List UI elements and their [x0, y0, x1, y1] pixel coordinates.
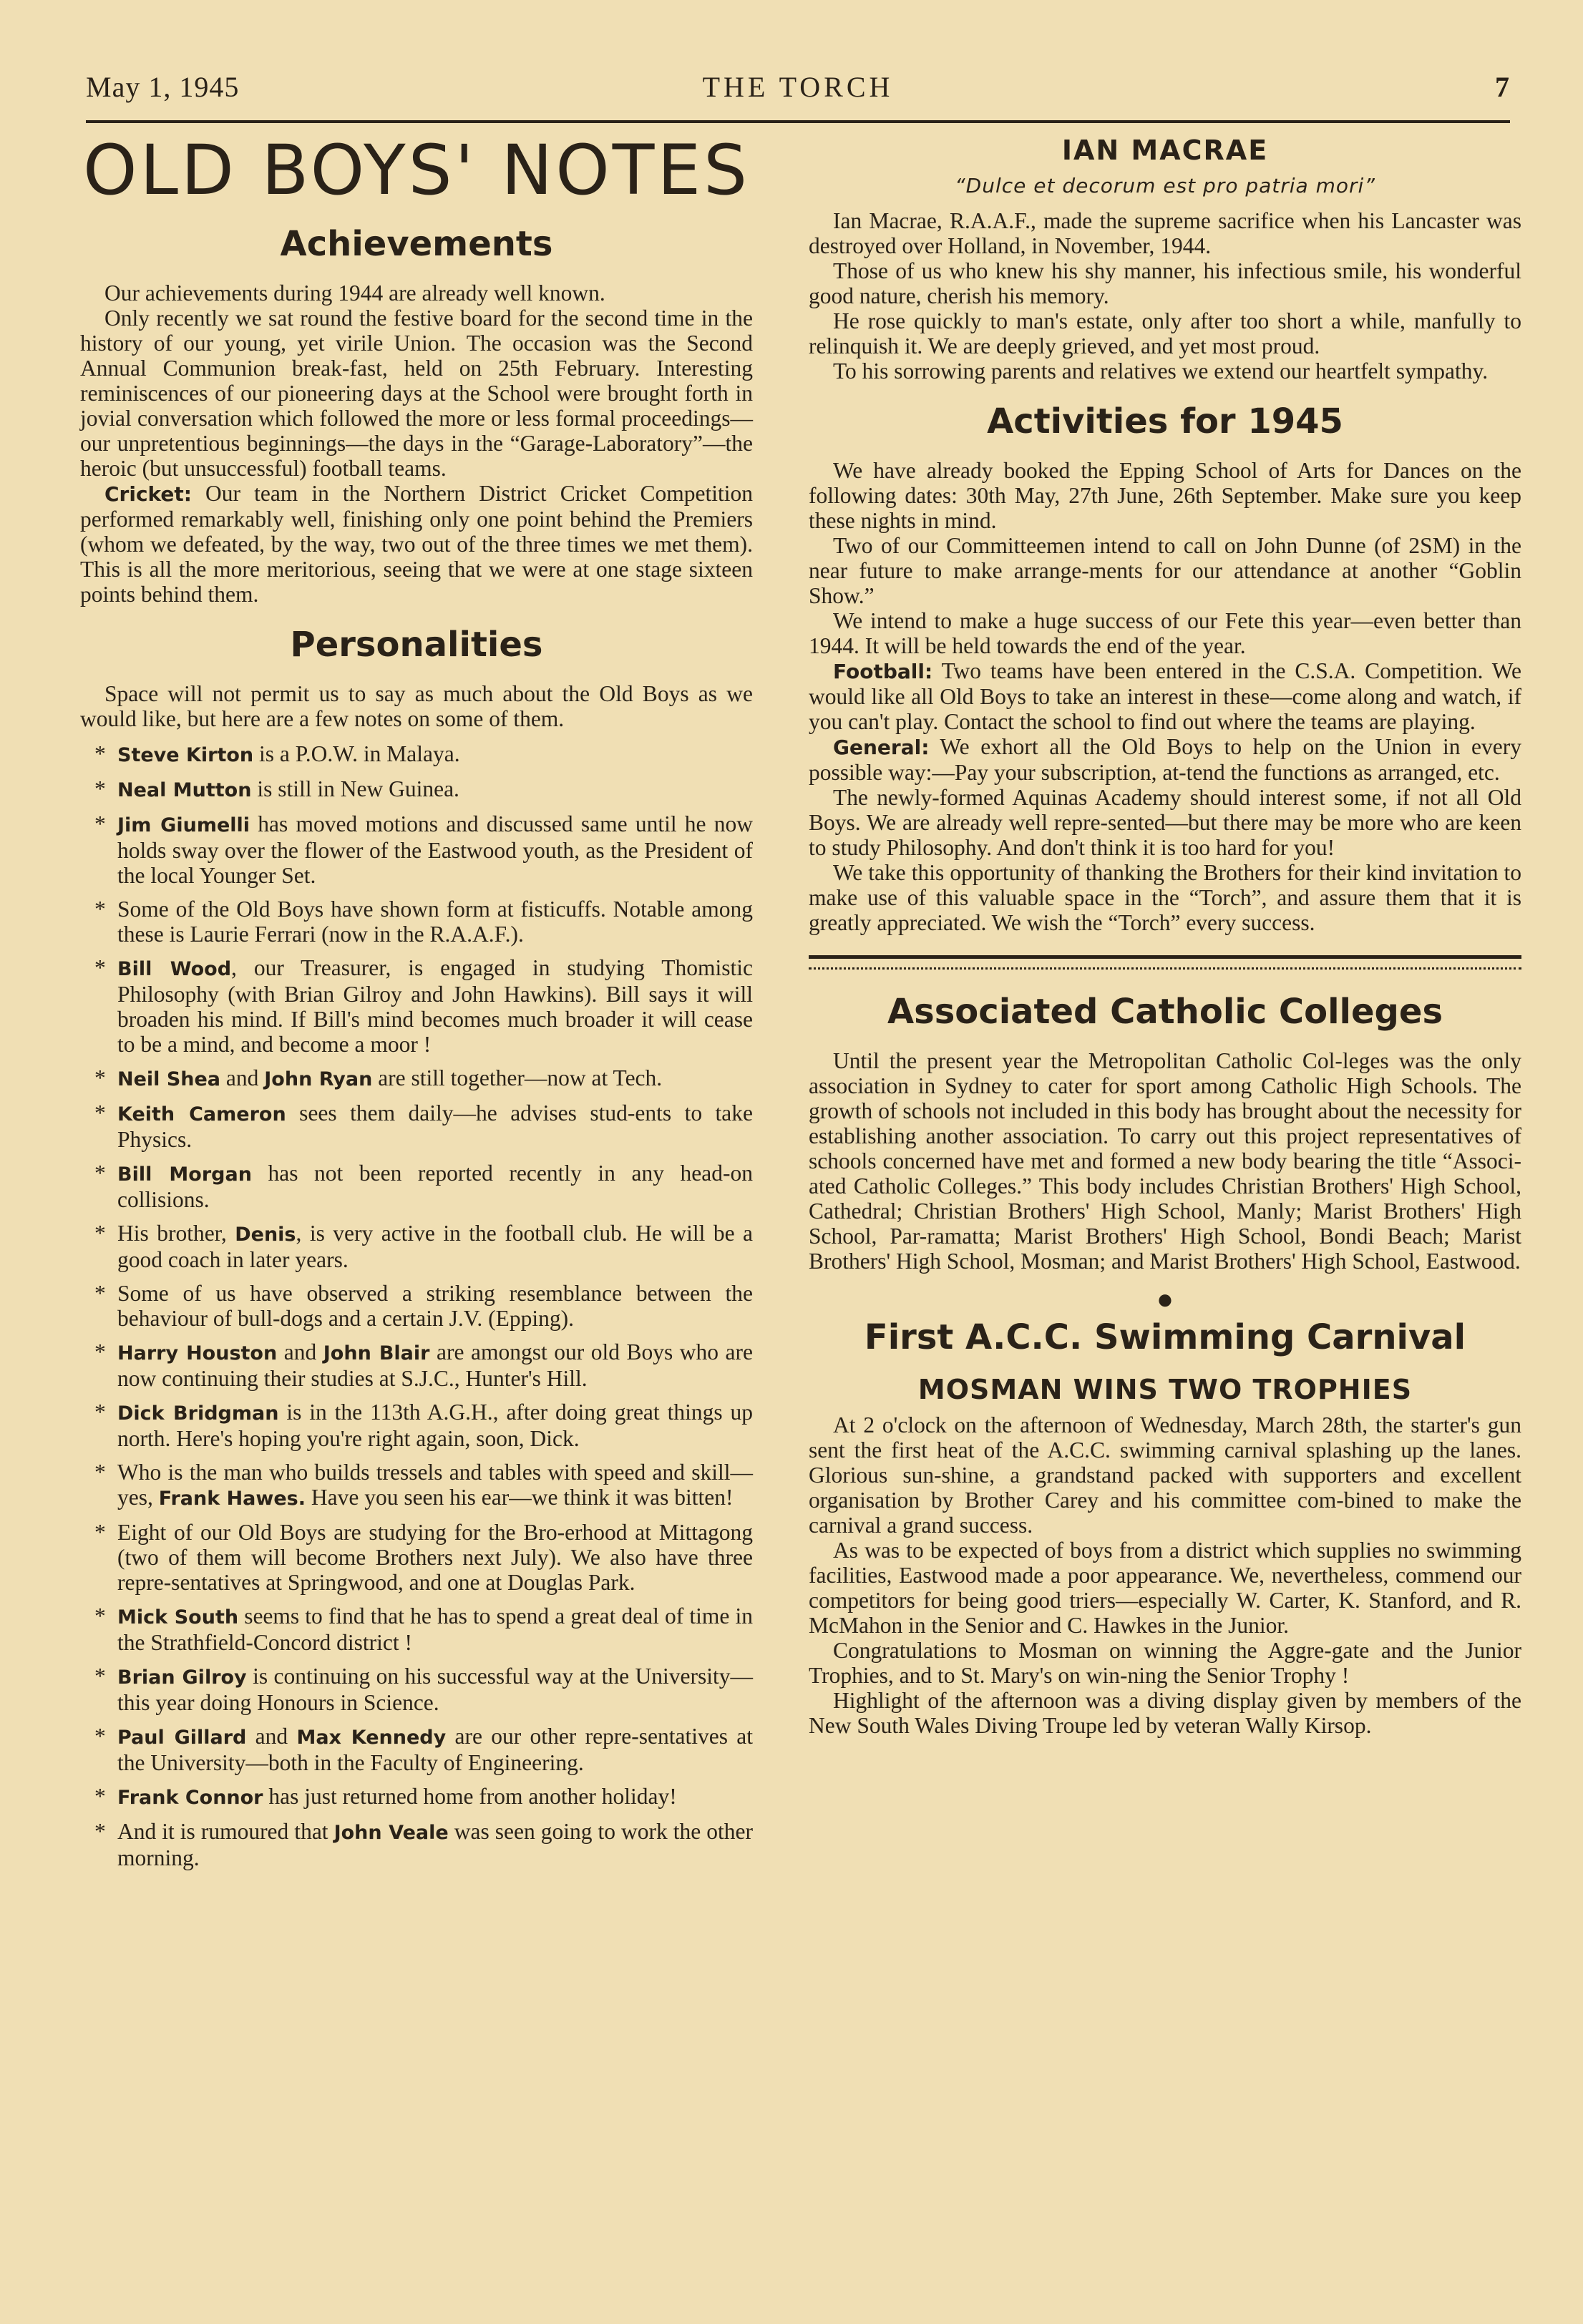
- note-text: and: [220, 1065, 265, 1090]
- page-number: 7: [1495, 71, 1510, 103]
- note-text: is continuing on his successful way at the University—this year doing Honours in Science.: [117, 1664, 753, 1715]
- list-item: [80, 1339, 753, 1391]
- run-in-heading: Cricket:: [104, 482, 192, 506]
- note-text: Some of us have observed a striking resemblance between the behaviour of bull-dogs and a certain J.V. (Epping).: [117, 1281, 753, 1331]
- list-item: [80, 955, 753, 1057]
- paragraph: Highlight of the afternoon was a diving display given by members of the New South Wales Diving Troupe led by veteran Wally Kirsop.: [809, 1688, 1521, 1738]
- note-text: has not been reported recently in any head-on collisions.: [117, 1161, 753, 1212]
- paragraph-text: Our team in the Northern District Cricket Competition performed remarkably well, finishing only one point behind the Premiers (whom we defeated, by the way, two out of the three times we met them). This is all the more meritorious, seeing that we were at one stage sixteen points behind them.: [80, 481, 753, 607]
- paragraph: To his sorrowing parents and relatives we extend our heartfelt sympathy.: [833, 358, 1489, 384]
- paragraph: He rose quickly to man's estate, only after too short a while, manfully to relinquish it. We are deeply grieved, and yet most proud.: [809, 308, 1521, 358]
- list-item: [80, 1400, 753, 1451]
- note-text: Some of the Old Boys have shown form at fisticuffs. Notable among these is Laurie Ferrari (now in the R.A.A.F.).: [117, 897, 753, 947]
- paragraph: As was to be expected of boys from a district which supplies no swimming facilities, Eastwood made a poor appearance. We, nevertheless, commend our competitors for being good triers—especially W. Carter, K. Stanford, and R. McMahon in the Senior and C. Hawkes in the Junior.: [809, 1538, 1521, 1638]
- paragraph-text: Two teams have been entered in the C.S.A. Competition. We would like all Old Boys to take an interest in these—come along and watch, if you can't play. Contact the school to find out where the teams are playing.: [809, 658, 1521, 734]
- football-paragraph: [809, 658, 1521, 734]
- note-text: are our other repre-sentatives at the University—both in the Faculty of Engineering.: [117, 1724, 754, 1775]
- note-text: , our Treasurer, is engaged in studying Thomistic Philosophy (with Brian Gilroy and John Hawkins). Bill says it will broaden his mind. If Bill's mind becomes much broader it will cease to be a mind, and become a moor !: [117, 955, 753, 1057]
- publication-title: THE TORCH: [702, 71, 894, 103]
- paragraph: Our achievements during 1944 are already well known.: [104, 280, 605, 306]
- ornamental-divider: [809, 955, 1521, 970]
- person-name: Max Kennedy: [296, 1727, 447, 1749]
- note-text: seems to find that he has to spend a great deal of time in the Strathfield-Concord district !: [117, 1603, 753, 1655]
- run-in-heading: Football:: [833, 660, 933, 683]
- paragraph: Until the present year the Metropolitan Catholic Col-leges was the only association in Sydney to cater for sport among Catholic High Schools. The growth of schools not included in this body has brought about the necessity for establishing another association. To carry out this project representatives of schools concerned have met and formed a new body bearing the title “Associ-ated Catholic Colleges.” This body includes Christian Brothers' High School, Cathedral; Christian Brothers' High School, Manly; Marist Brothers' High School, Par-ramatta; Marist Brothers' High School, Bondi Beach; Marist Brothers' High School, Mosman; and Marist Brothers' High School, Eastwood.: [809, 1048, 1521, 1274]
- right-column: [809, 135, 1521, 1738]
- person-name: Neal Mutton: [117, 779, 252, 801]
- swimming-subheading: MOSMAN WINS TWO TROPHIES: [917, 1374, 1413, 1405]
- activities-heading: Activities for 1945: [987, 401, 1343, 441]
- cricket-paragraph: [80, 481, 753, 607]
- issue-date: May 1, 1945: [86, 71, 240, 103]
- person-name: Neil Shea: [117, 1068, 221, 1090]
- list-item: [80, 1520, 753, 1595]
- person-name: Frank Connor: [117, 1787, 263, 1809]
- note-text: And it is rumoured that: [117, 1819, 334, 1844]
- person-name: Paul Gillard: [117, 1727, 247, 1749]
- paragraph: We take this opportunity of thanking the Brothers for their kind invitation to make use of this valuable space in the “Torch”, and assure them that it is greatly appreciated. We wish the “Torch” every success.: [809, 860, 1521, 935]
- paragraph: Congratulations to Mosman on winning the Aggre-gate and the Junior Trophies, and to St. Mary's on win-ning the Senior Trophy !: [809, 1638, 1521, 1688]
- list-item: [80, 1784, 753, 1810]
- note-text: Eight of our Old Boys are studying for the Bro-erhood at Mittagong (two of them will become Brothers next July). We also have three repre-sentatives at Springwood, and one at Douglas Park.: [117, 1520, 753, 1595]
- paragraph: Two of our Committeemen intend to call on John Dunne (of 2SM) in the near future to make arrange-ments for our attendance at another “Goblin Show.”: [809, 533, 1521, 608]
- note-text: , is very active in the football club. He will be a good coach in later years.: [117, 1221, 753, 1272]
- note-text: are still together—now at Tech.: [372, 1065, 663, 1090]
- list-item: [80, 1221, 753, 1272]
- general-paragraph: [809, 734, 1521, 785]
- person-name: Keith Cameron: [117, 1103, 286, 1126]
- note-text: are amongst our old Boys who are now continuing their studies at S.J.C., Hunter's Hill.: [117, 1339, 754, 1391]
- person-name: Bill Wood: [117, 958, 232, 980]
- latin-motto: “Dulce et decorum est pro patria mori”: [955, 174, 1375, 197]
- list-item: [80, 1100, 753, 1152]
- note-text: Who is the man who builds tressels and tables with speed and skill—yes,: [117, 1460, 753, 1510]
- paragraph: At 2 o'clock on the afternoon of Wednesday, March 28th, the starter's gun sent the first heat of the A.C.C. swimming carnival splashing up the lanes. Glorious sun-shine, a grandstand packed with supporters and excellent organisation by Brother Carey and his committee com-bined to make the carnival a grand success.: [809, 1412, 1521, 1538]
- person-name: Frank Hawes.: [158, 1488, 306, 1510]
- note-text: is in the 113th A.G.H., after doing great things up north. Here's hoping you're right again, soon, Dick.: [117, 1400, 753, 1451]
- person-name: Steve Kirton: [117, 744, 254, 766]
- person-name: Bill Morgan: [117, 1163, 252, 1186]
- person-name: Jim Giumelli: [117, 814, 250, 836]
- list-item: [80, 1065, 753, 1092]
- paragraph-text: We exhort all the Old Boys to help on the Union in every possible way:—Pay your subscription, at-tend the functions as arranged, etc.: [809, 734, 1521, 785]
- paragraph: Only recently we sat round the festive board for the second time in the history of our young, yet virile Union. The occasion was the Second Annual Communion break-fast, held on 25th February. Interesting reminiscences of our pioneering days at the School were brought forth in jovial conversation which followed the more or less formal proceedings—our unpretentious beginnings—the days in the “Garage-Laboratory”—the heroic (but unsuccessful) football teams.: [80, 306, 753, 481]
- personalities-list: [80, 741, 753, 1870]
- personalities-heading: Personalities: [290, 625, 543, 665]
- note-text: has moved motions and discussed same until he now holds sway over the flower of the Eastwood youth, as the President of the local Younger Set.: [117, 811, 754, 888]
- note-text: has just returned home from another holiday!: [263, 1784, 677, 1809]
- list-item: [80, 1819, 753, 1870]
- bullet-ornament: ●: [1156, 1283, 1174, 1315]
- paragraph: Those of us who knew his shy manner, his infectious smile, his wonderful good nature, cherish his memory.: [809, 258, 1521, 308]
- list-item: [80, 1603, 753, 1655]
- person-name: Mick South: [117, 1606, 239, 1629]
- note-text: is a P.O.W. in Malaya.: [253, 741, 460, 766]
- list-item: [80, 1724, 753, 1775]
- acc-heading: Associated Catholic Colleges: [887, 992, 1443, 1032]
- note-text: and: [246, 1724, 297, 1749]
- list-item: [80, 897, 753, 947]
- person-name: Dick Bridgman: [117, 1402, 279, 1425]
- paragraph: Space will not permit us to say as much about the Old Boys as we would like, but here are a few notes on some of them.: [80, 681, 753, 731]
- achievements-heading: Achievements: [280, 224, 553, 264]
- run-in-heading: General:: [833, 736, 930, 759]
- person-name: Harry Houston: [117, 1342, 278, 1364]
- note-text: His brother,: [117, 1221, 235, 1246]
- note-text: sees them daily—he advises stud-ents to take Physics.: [117, 1100, 753, 1152]
- paragraph: We have already booked the Epping School of Arts for Dances on the following dates: 30th May, 27th June, 26th September. Make sure you keep these nights in mind.: [809, 458, 1521, 533]
- paragraph: We intend to make a huge success of our Fete this year—even better than 1944. It will be held towards the end of the year.: [809, 608, 1521, 658]
- person-name: John Blair: [323, 1342, 430, 1364]
- section-title: OLD BOYS' NOTES: [82, 130, 751, 210]
- paragraph: The newly-formed Aquinas Academy should interest some, if not all Old Boys. We are already well repre-sented—but there may be more who are keen to study Philosophy. And don't think it is too hard for you!: [809, 785, 1521, 860]
- macrae-heading: IAN MACRAE: [1061, 135, 1269, 166]
- note-text: and: [277, 1339, 323, 1364]
- list-item: [80, 1281, 753, 1331]
- list-item: [80, 741, 753, 768]
- page-header: [86, 63, 1510, 123]
- list-item: [80, 811, 753, 888]
- list-item: [80, 1161, 753, 1212]
- note-text: Have you seen his ear—we think it was bitten!: [305, 1485, 734, 1510]
- note-text: is still in New Guinea.: [251, 776, 459, 801]
- person-name: John Ryan: [264, 1068, 373, 1090]
- list-item: [80, 776, 753, 803]
- person-name: Denis: [235, 1224, 296, 1246]
- paragraph: Ian Macrae, R.A.A.F., made the supreme sacrifice when his Lancaster was destroyed over Holland, in November, 1944.: [809, 208, 1521, 258]
- note-text: was seen going to work the other morning.: [117, 1819, 753, 1870]
- list-item: [80, 1664, 753, 1715]
- person-name: Brian Gilroy: [117, 1666, 247, 1689]
- list-item: [80, 1460, 753, 1511]
- swimming-heading: First A.C.C. Swimming Carnival: [864, 1317, 1466, 1357]
- left-column: [80, 130, 754, 1879]
- person-name: John Veale: [333, 1822, 449, 1844]
